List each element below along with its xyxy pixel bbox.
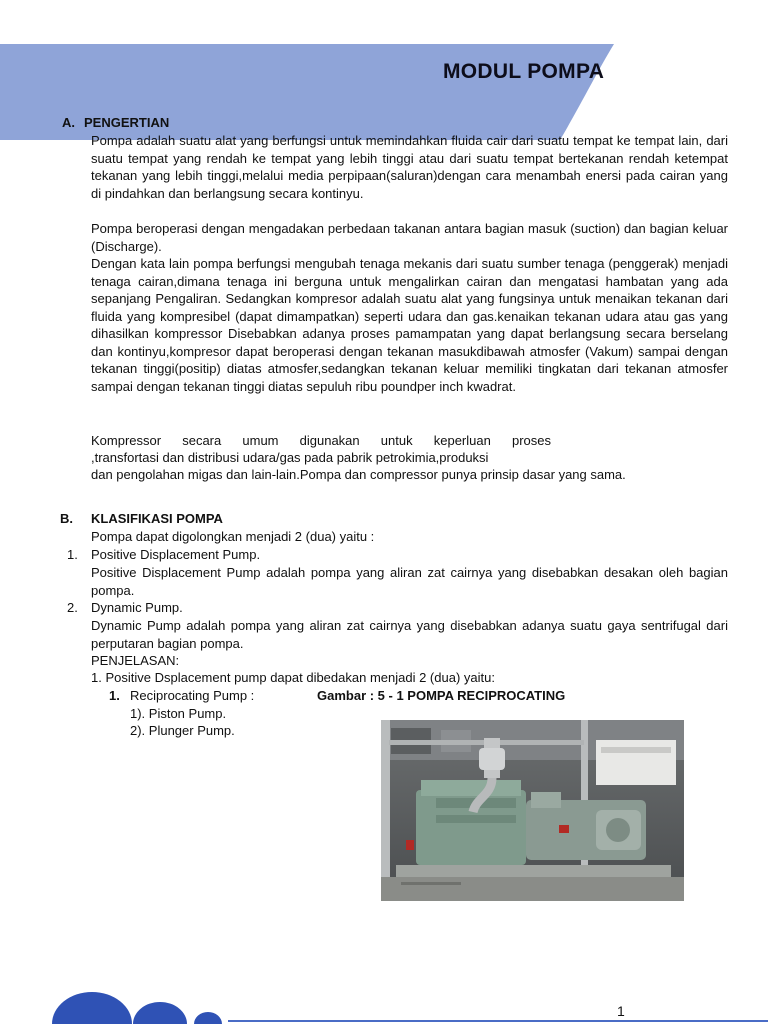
piston-pump-item: 1). Piston Pump.	[130, 706, 227, 721]
item-1-description: Positive Displacement Pump adalah pompa yang aliran zat cairnya yang disebabkan desakan oleh bagian pompa.	[91, 565, 728, 598]
section-a-heading: A. PENGERTIAN	[62, 115, 170, 130]
section-a-paragraph-4-line-3: dan pengolahan migas dan lain-lain.Pompa dan compressor punya prinsip dasar yang sama.	[91, 467, 626, 482]
item-2-number: 2.	[67, 600, 78, 615]
figure-caption: Gambar : 5 - 1 POMPA RECIPROCATING	[317, 688, 566, 703]
penjelasan-label: PENJELASAN:	[91, 653, 180, 668]
section-a-paragraph-3: Dengan kata lain pompa berfungsi mengubah tenaga mekanis dari suatu sumber tenaga (penggerak) menjadi tenaga cairan,dimana tenaga ini berguna untuk mengalirkan cairan dan mengatasi hambatan yang ada sepanjang Pengaliran. Sedangkan kompresor adalah suatu alat yang fungsinya untuk menaikan tekanan dari fluida yang kompresibel (dapat dimampatkan) seperti udara dan gas.kenaikan tekanan udara atau gas yang dihasilkan kompressor Disebabkan adanya proses pamampatan yang dapat berlangsung secara berselang dan kontinyu,kompresor dapat beroperasi dengan tekanan masukdibawah atmosfer (Vakum) sampai dengan tekanan tinggi(positip) diatas atmosfer,sedangkan tekanan keluar memiliki tingkatan dari tekanan atmosfer sampai dengan tekanan tinggi diatas sepuluh ribu poundper inch kwadrat.	[91, 256, 728, 394]
item-2-title: Dynamic Pump.	[91, 600, 183, 615]
footer-decoration	[0, 980, 768, 1024]
sub-point-1: 1. Positive Dsplacement pump dapat dibedakan menjadi 2 (dua) yaitu:	[91, 670, 495, 685]
section-b-heading: B. KLASIFIKASI POMPA	[60, 511, 223, 526]
reciprocating-number: 1.	[109, 688, 120, 703]
plunger-pump-item: 2). Plunger Pump.	[130, 723, 235, 738]
item-1-title: Positive Displacement Pump.	[91, 547, 261, 562]
section-a-paragraph-2: Pompa beroperasi dengan mengadakan perbedaan takanan antara bagian masuk (suction) dan bagian keluar (Discharge).	[91, 221, 728, 254]
page-title: MODUL POMPA	[443, 60, 605, 83]
section-a-paragraph-4-line-2: ,transfortasi dan distribusi udara/gas pada pabrik petrokimia,produksi	[91, 450, 489, 465]
item-2-description: Dynamic Pump adalah pompa yang aliran zat cairnya yang disebabkan adanya suatu gaya sentrifugal dari perputaran bagian pompa.	[91, 618, 728, 651]
item-1-number: 1.	[67, 547, 78, 562]
section-a-paragraph-1: Pompa adalah suatu alat yang berfungsi untuk memindahkan fluida cair dari suatu tempat ke tempat lain, dari suatu tempat yang rendah ke tempat yang lebih tinggi atau dari suatu tempat bertekanan rendah ketempat tekanan yang lebih tinggi,melalui media perpipaan(saluran)dengan cara menambah enersi pada cairan yang di pindahkan dan berlangsung secara kontinyu.	[91, 133, 728, 201]
section-a-paragraph-4-line-1: Kompressor secara umum digunakan untuk keperluan proses	[91, 433, 551, 448]
reciprocating-label: Reciprocating Pump :	[130, 688, 255, 703]
page-number: 1	[617, 1003, 625, 1019]
section-b-intro: Pompa dapat digolongkan menjadi 2 (dua) yaitu :	[91, 529, 375, 544]
reciprocating-pump-photo	[381, 720, 684, 901]
